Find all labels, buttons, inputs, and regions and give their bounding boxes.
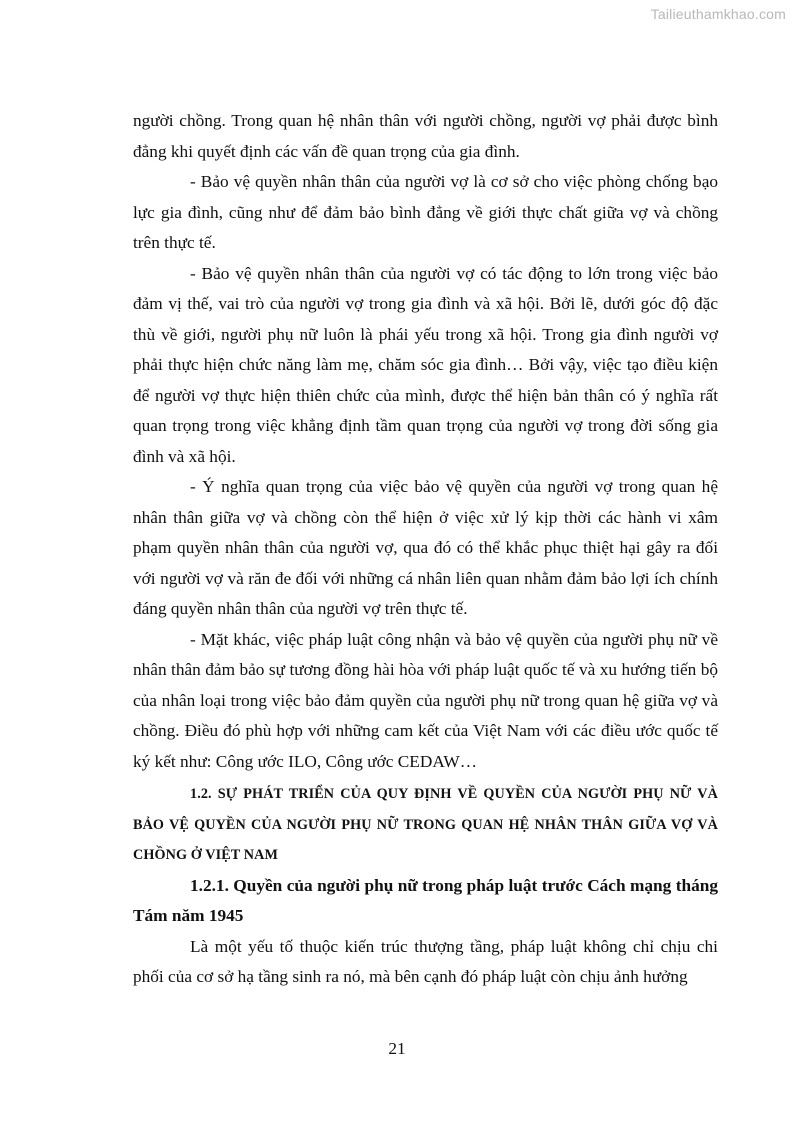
paragraph-closing: Là một yếu tố thuộc kiến trúc thượng tầng, pháp luật không chỉ chịu chi phối của cơ sở hạ tầng sinh ra nó, mà bên cạnh đó pháp luật còn chịu ảnh hưởng — [133, 936, 718, 986]
watermark: Tailieuthamkhao.com — [650, 6, 786, 22]
paragraph-continuation: người chồng. Trong quan hệ nhân thân với người chồng, người vợ phải được bình đẳng khi quyết định các vấn đề quan trọng của gia đình. — [133, 111, 718, 161]
paragraph-role-of-wife: - Bảo vệ quyền nhân thân của người vợ có tác động to lớn trong việc bảo đảm vị thế, vai trò của người vợ trong gia đình và xã hội. Bởi lẽ, dưới góc độ đặc thù về giới, người phụ nữ luôn là phái yếu trong xã hội. Trong gia đình người vợ phải thực hiện chức năng làm mẹ, chăm sóc gia đình… Bởi vậy, việc tạo điều kiện để người vợ thực hiện thiên chức của mình, được thể hiện bản thân có ý nghĩa rất quan trọng trong việc khẳng định tầm quan trọng của người vợ trong đời sống gia đình và xã hội. — [133, 263, 718, 466]
subsection-heading: 1.2.1. Quyền của người phụ nữ trong pháp luật trước Cách mạng tháng Tám năm 1945 — [133, 875, 718, 925]
paragraph-significance: - Ý nghĩa quan trọng của việc bảo vệ quyền của người vợ trong quan hệ nhân thân giữa vợ và chồng còn thể hiện ở việc xử lý kịp thời các hành vi xâm phạm quyền nhân thân của người vợ, qua đó có thể khắc phục thiệt hại gây ra đối với người vợ và răn đe đối với những cá nhân liên quan nhằm đảm bảo lợi ích chính đáng quyền nhân thân của người vợ trên thực tế. — [133, 477, 718, 618]
section-heading: 1.2. SỰ PHÁT TRIỂN CỦA QUY ĐỊNH VỀ QUYỀN CỦA NGƯỜI PHỤ NỮ VÀ BẢO VỆ QUYỀN CỦA NGƯỜI PHỤ NỮ TRONG QUAN HỆ NHÂN THÂN GIỮA VỢ VÀ CHỒNG Ở VIỆT NAM — [133, 786, 718, 863]
page-number: 21 — [388, 1039, 406, 1058]
paragraph-domestic-violence: - Bảo vệ quyền nhân thân của người vợ là cơ sở cho việc phòng chống bạo lực gia đình, cũng như để đảm bảo bình đẳng về giới thực chất giữa vợ và chồng trên thực tế. — [133, 172, 718, 252]
paragraph-international-law: - Mặt khác, việc pháp luật công nhận và bảo vệ quyền của người phụ nữ về nhân thân đảm bảo sự tương đồng hài hòa với pháp luật quốc tế và xu hướng tiến bộ của nhân loại trong việc bảo đảm quyền của người phụ nữ trong quan hệ giữa vợ và chồng. Điều đó phù hợp với những cam kết của Việt Nam với các điều ước quốc tế ký kết như: Công ước ILO, Công ước CEDAW… — [133, 629, 718, 771]
document-body — [133, 106, 718, 993]
